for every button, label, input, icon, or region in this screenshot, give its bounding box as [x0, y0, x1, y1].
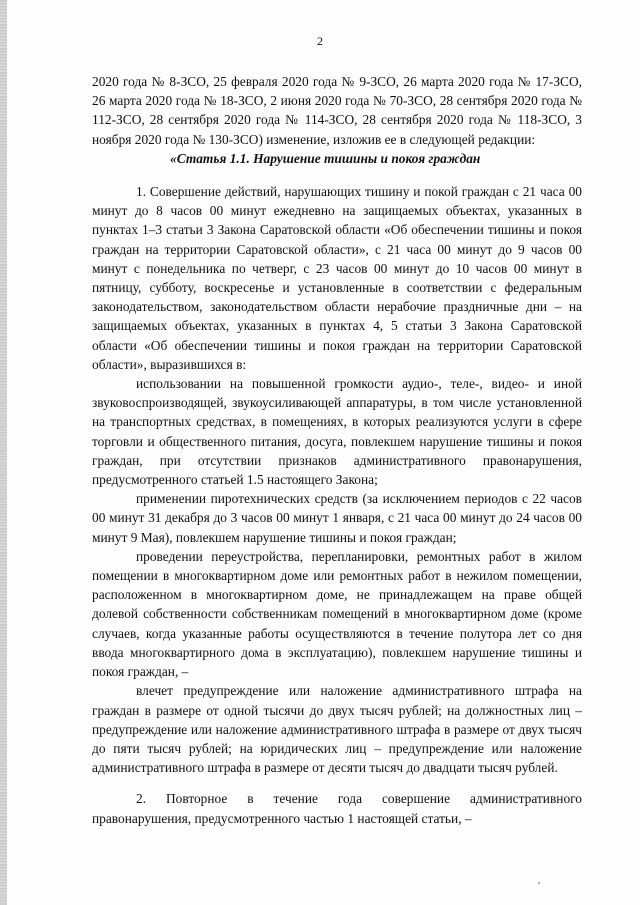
paragraph-2: 2. Повторное в течение года совершение административного правонарушения, предусмотренного частью 1 настоящей статьи, – — [92, 791, 582, 826]
paragraph-penalty: влечет предупреждение или наложение административного штрафа на граждан в размере от одной тысячи до двух тысяч рублей; на должностных лиц – предупреждение или наложение административного штрафа в размере от двух тысяч до пяти тысяч рублей; на юридических лиц – предупреждение или наложение административного штрафа в размере от десяти тысяч до двадцати тысяч рублей. — [92, 683, 582, 776]
page-number: 2 — [317, 34, 323, 48]
paragraph-renovation: проведении переустройства, перепланировки, ремонтных работ в жилом помещении в многоквартирном доме или ремонтных работ в нежилом помещении, расположенном в многоквартирном доме, не принадлежащем на праве общей долевой собственности собственникам помещений в многоквартирном доме (кроме случаев, когда указанные работы осуществляются в течение полутора лет со дня ввода многоквартирного дома в эксплуатацию), повлекшем нарушение тишины и покоя граждан, – — [92, 548, 582, 680]
paragraph-audio: использовании на повышенной громкости аудио-, теле-, видео- и иной звуковоспроизводящей, звукоусиливающей аппаратуры, в том числе установленной на транспортных средствах, в помещениях, в которых реализуются услуги в сфере торговли и общественного питания, досуга, повлекшем нарушение тишины и покоя граждан, при отсутствии признаков административного правонарушения, предусмотренного статьей 1.5 настоящего Закона; — [92, 376, 582, 488]
article-title: «Статья 1.1. Нарушение тишины и покоя граждан — [170, 150, 481, 166]
paragraph-pyrotechnics: применении пиротехнических средств (за исключением периодов с 22 часов 00 минут 31 декабря до 3 часов 00 минут 1 января, с 21 часа 00 минут до 24 часов 00 минут 9 Мая), повлекшем нарушение тишины и покоя граждан; — [92, 491, 582, 545]
scan-edge — [0, 0, 7, 905]
document-body — [92, 72, 582, 828]
paragraph-1: 1. Совершение действий, нарушающих тишину и покой граждан с 21 часа 00 минут до 8 часов 00 минут ежедневно на защищаемых объектах, указанных в пунктах 1–3 статьи 3 Закона Саратовской области «Об обеспечении тишины и покоя граждан на территории Саратовской области», с 21 часа 00 минут до 9 часов 00 минут с понедельника по четверг, с 23 часов 00 минут до 10 часов 00 минут в пятницу, субботу, воскресенье и установленные в соответствии с федеральным законодательством, законодательством области нерабочие праздничные дни – на защищаемых объектах, указанных в пунктах 4, 5 статьи 3 Закона Саратовской области «Об обеспечении тишины и покоя граждан на территории Саратовской области», выразившихся в: — [92, 184, 582, 372]
intro-paragraph: 2020 года № 8-ЗСО, 25 февраля 2020 года № 9-ЗСО, 26 марта 2020 года № 17-ЗСО, 26 марта 2020 года № 18-ЗСО, 2 июня 2020 года № 70-ЗСО, 28 сентября 2020 года № 112-ЗСО, 28 сентября 2020 года № 114-ЗСО, 28 сентября 2020 года № 118-ЗСО, 3 ноября 2020 года № 130-ЗСО) изменение, изложив ее в следующей редакции: — [92, 74, 582, 147]
scan-speck — [538, 882, 540, 884]
